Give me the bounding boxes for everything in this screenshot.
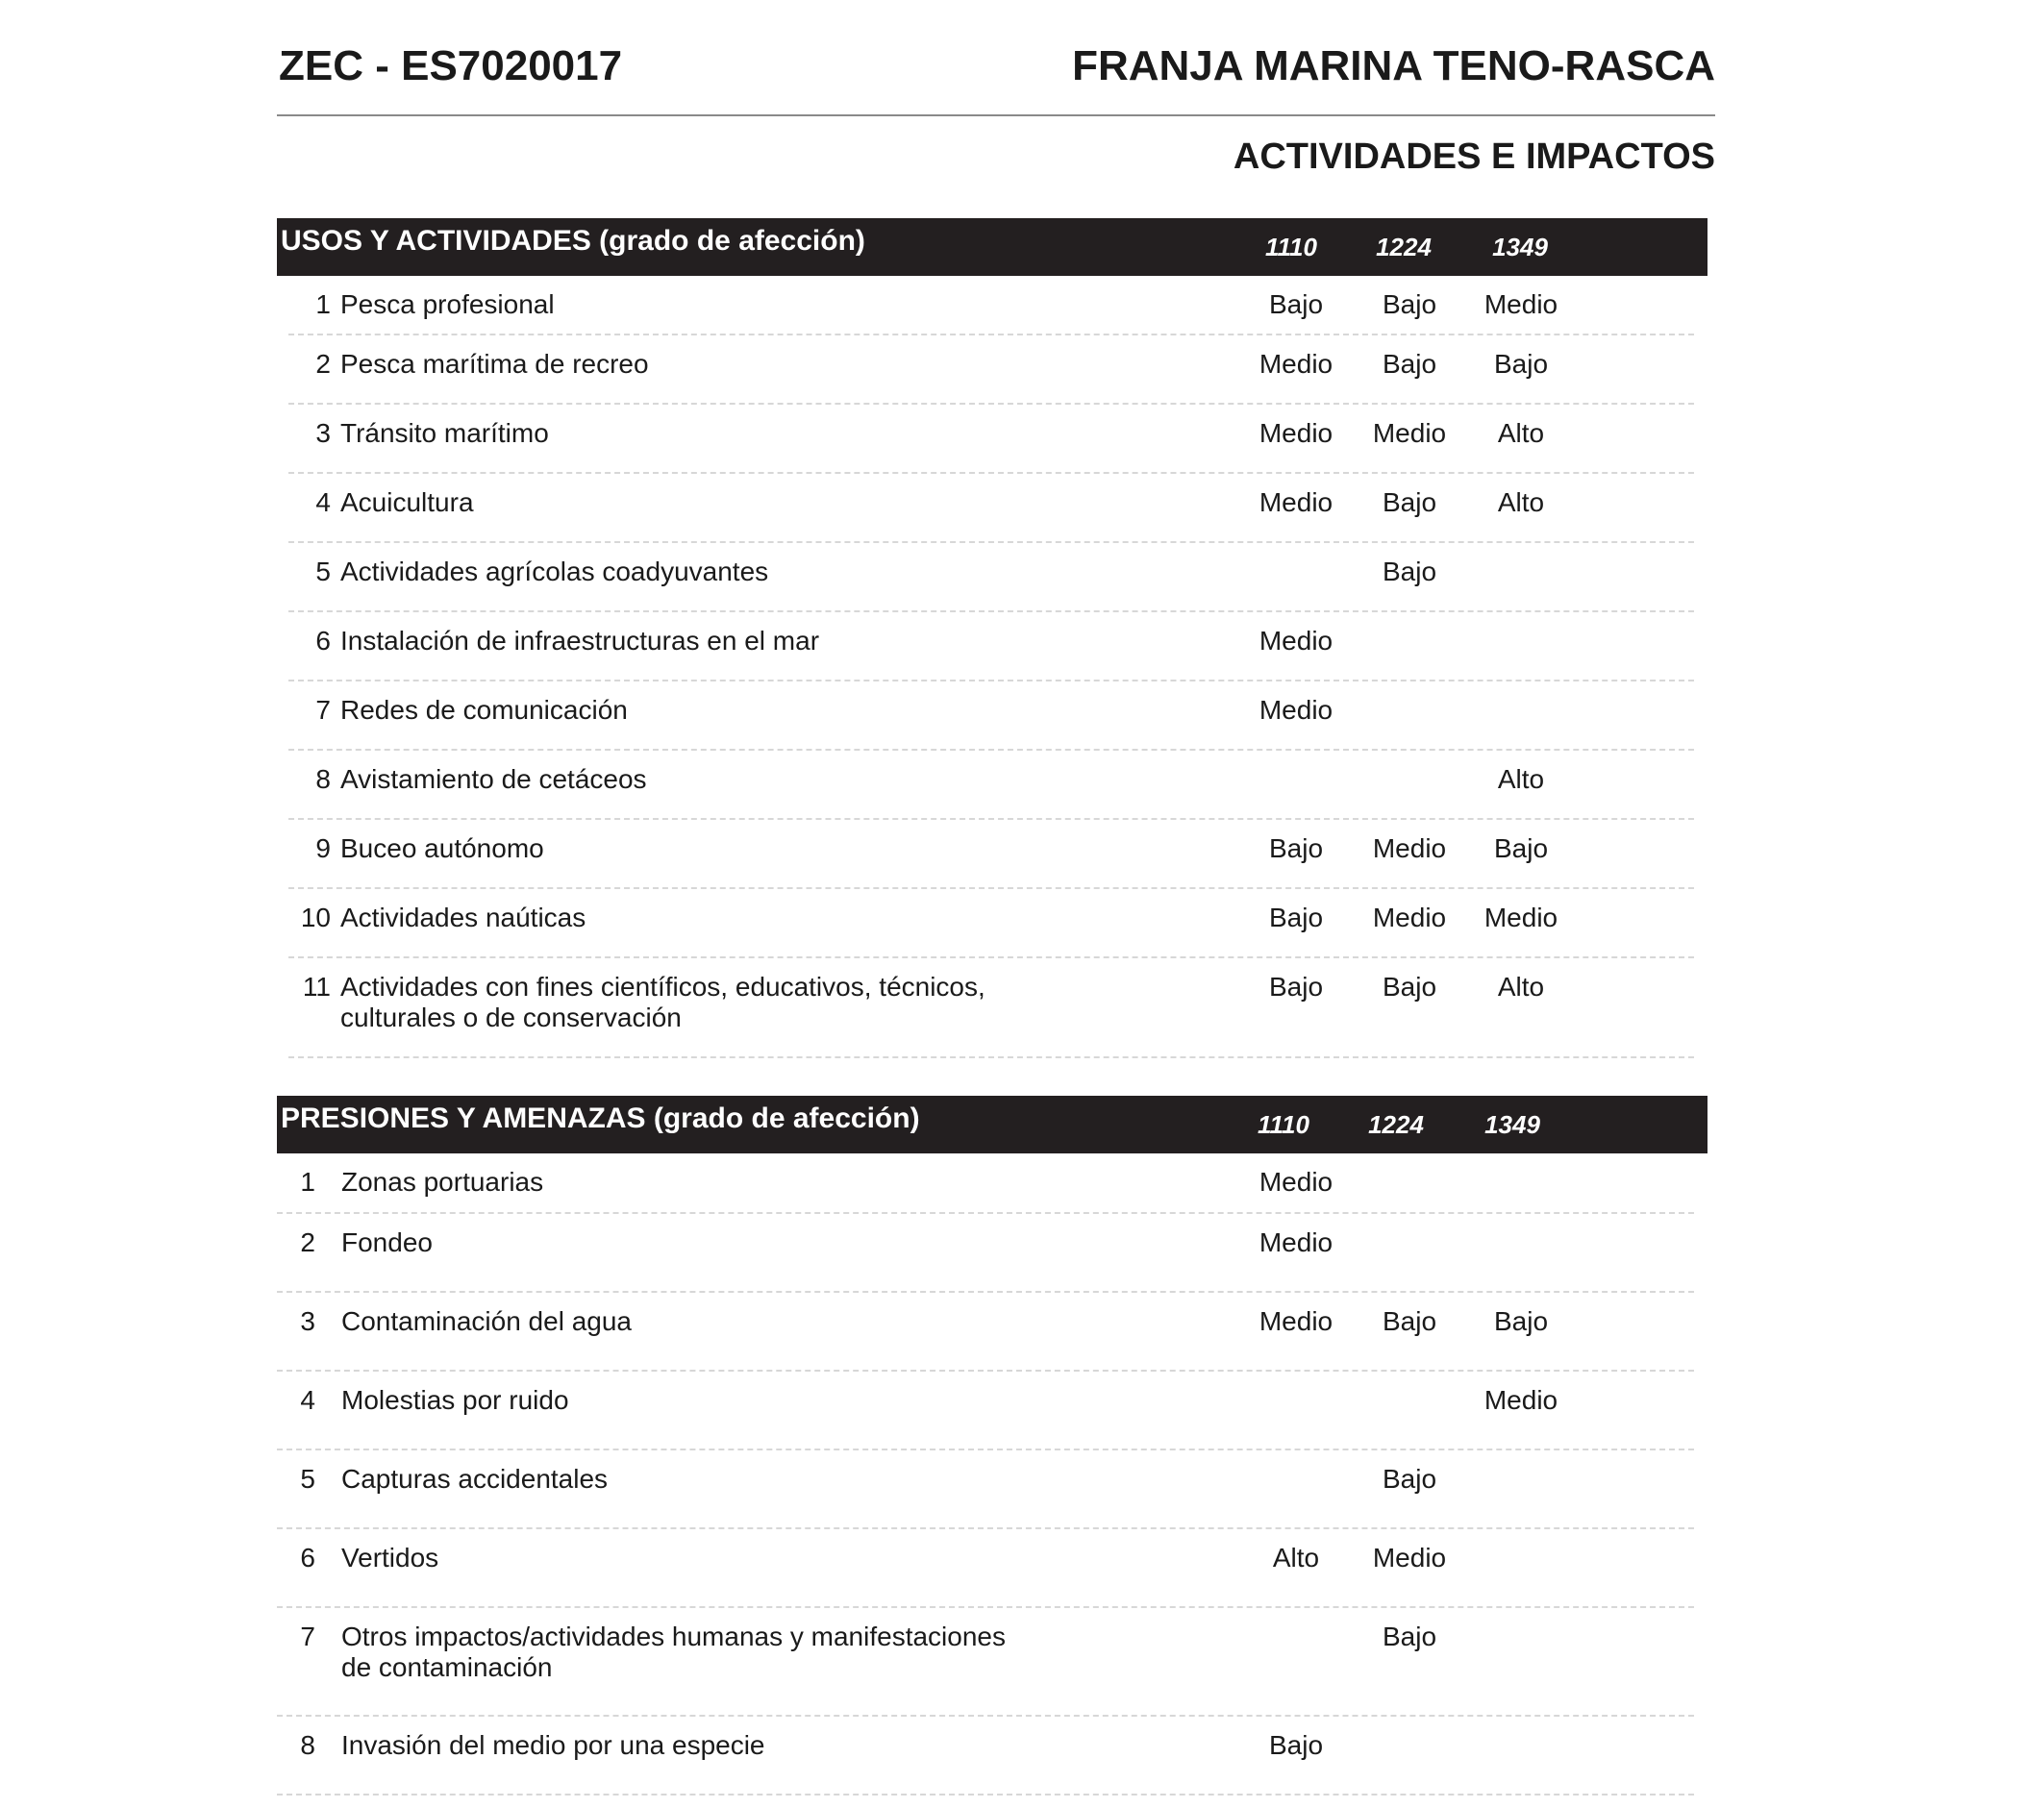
impact-level-1349: Alto — [1497, 764, 1545, 794]
column-header-1224: 1224 — [1376, 233, 1432, 261]
table-row — [288, 276, 1694, 335]
row-number: 5 — [315, 557, 331, 586]
page-subtitle: ACTIVIDADES E IMPACTOS — [1233, 136, 1715, 177]
row-number: 6 — [315, 626, 331, 656]
row-label: Molestias por ruido — [341, 1385, 569, 1415]
row-label: Vertidos — [341, 1543, 439, 1573]
table-row — [288, 751, 1694, 820]
impact-level-1110: Bajo — [1268, 833, 1324, 863]
header-divider — [277, 114, 1715, 116]
row-number: 9 — [315, 833, 331, 863]
row-number: 2 — [315, 349, 331, 379]
impact-level-1224: Medio — [1372, 418, 1447, 448]
row-number: 4 — [300, 1385, 315, 1415]
table-header-bar — [277, 1096, 1707, 1153]
table-row — [288, 474, 1694, 543]
table-row — [277, 1529, 1694, 1608]
impact-level-1110: Medio — [1259, 418, 1334, 448]
row-number: 1 — [300, 1167, 315, 1197]
row-label: Otros impactos/actividades humanas y manifestaciones de contaminación — [341, 1622, 1006, 1682]
column-header-1349: 1349 — [1492, 233, 1548, 261]
impact-level-1224: Medio — [1372, 1543, 1447, 1573]
row-label: Contaminación del agua — [341, 1306, 632, 1336]
impact-level-1224: Bajo — [1382, 557, 1437, 586]
impact-level-1110: Medio — [1259, 1227, 1334, 1257]
row-label: Fondeo — [341, 1227, 433, 1257]
impact-level-1224: Bajo — [1382, 1306, 1437, 1336]
impact-level-1110: Bajo — [1268, 972, 1324, 1002]
row-number: 4 — [315, 487, 331, 517]
table-row — [288, 543, 1694, 612]
row-number: 8 — [300, 1730, 315, 1760]
column-header-1349: 1349 — [1484, 1110, 1540, 1139]
table-row — [288, 889, 1694, 958]
row-number: 8 — [315, 764, 331, 794]
column-header-1110: 1110 — [1265, 233, 1317, 261]
table-row — [288, 820, 1694, 889]
row-label: Invasión del medio por una especie — [341, 1730, 765, 1760]
row-number: 11 — [302, 972, 331, 1002]
row-label: Actividades agrícolas coadyuvantes — [340, 557, 769, 586]
impact-level-1349: Alto — [1497, 418, 1545, 448]
table-row — [277, 1372, 1694, 1450]
row-label: Capturas accidentales — [341, 1464, 609, 1494]
table-body — [277, 276, 1707, 1058]
impact-level-1224: Medio — [1372, 903, 1447, 932]
table-row — [277, 1450, 1694, 1529]
table-row — [288, 612, 1694, 681]
row-label: Redes de comunicación — [340, 695, 628, 725]
impact-level-1349: Medio — [1483, 289, 1558, 319]
impact-level-1349: Bajo — [1493, 833, 1549, 863]
row-number: 7 — [300, 1622, 315, 1651]
table-body — [277, 1153, 1707, 1796]
row-label: Pesca profesional — [340, 289, 555, 319]
row-label: Instalación de infraestructuras en el mar — [340, 626, 820, 656]
table-row — [277, 1214, 1694, 1293]
table-title: USOS Y ACTIVIDADES (grado de afección) — [281, 225, 865, 257]
table-header-bar — [277, 218, 1707, 276]
table-row — [277, 1608, 1694, 1717]
impact-level-1110: Alto — [1272, 1543, 1320, 1573]
row-number: 6 — [300, 1543, 315, 1573]
impact-level-1110: Medio — [1259, 1306, 1334, 1336]
row-number: 10 — [300, 903, 331, 932]
row-label: Pesca marítima de recreo — [340, 349, 649, 379]
row-label: Buceo autónomo — [340, 833, 544, 863]
impact-level-1224: Bajo — [1382, 1622, 1437, 1651]
usos-actividades-table — [277, 218, 1707, 1058]
impact-level-1110: Bajo — [1268, 1730, 1324, 1760]
impact-level-1110: Medio — [1259, 349, 1334, 379]
row-number: 7 — [315, 695, 331, 725]
column-header-1110: 1110 — [1258, 1110, 1309, 1139]
row-number: 3 — [315, 418, 331, 448]
row-label: Acuicultura — [340, 487, 474, 517]
impact-level-1110: Medio — [1259, 1167, 1334, 1197]
table-row — [277, 1717, 1694, 1796]
row-number: 5 — [300, 1464, 315, 1494]
row-label: Actividades con fines científicos, educativos, técnicos, culturales o de conservación — [340, 972, 985, 1032]
impact-level-1110: Medio — [1259, 487, 1334, 517]
column-header-1224: 1224 — [1368, 1110, 1424, 1139]
row-number: 2 — [300, 1227, 315, 1257]
impact-level-1110: Medio — [1259, 695, 1334, 725]
impact-level-1349: Bajo — [1493, 1306, 1549, 1336]
impact-level-1224: Bajo — [1382, 1464, 1437, 1494]
impact-level-1349: Bajo — [1493, 349, 1549, 379]
impact-level-1224: Bajo — [1382, 972, 1437, 1002]
impact-level-1224: Bajo — [1382, 349, 1437, 379]
presiones-amenazas-table — [277, 1096, 1707, 1796]
row-label: Tránsito marítimo — [340, 418, 549, 448]
site-code: ZEC - ES7020017 — [279, 42, 623, 89]
row-label: Zonas portuarias — [341, 1167, 544, 1197]
impact-level-1110: Medio — [1259, 626, 1334, 656]
impact-level-1349: Alto — [1497, 487, 1545, 517]
impact-level-1110: Bajo — [1268, 903, 1324, 932]
impact-level-1349: Alto — [1497, 972, 1545, 1002]
table-row — [288, 335, 1694, 405]
row-label: Avistamiento de cetáceos — [340, 764, 647, 794]
impact-level-1349: Medio — [1483, 1385, 1558, 1415]
table-row — [277, 1153, 1694, 1214]
row-label: Actividades naúticas — [340, 903, 586, 932]
row-number: 3 — [300, 1306, 315, 1336]
impact-level-1224: Bajo — [1382, 487, 1437, 517]
table-title: PRESIONES Y AMENAZAS (grado de afección) — [281, 1102, 920, 1134]
table-row — [288, 405, 1694, 474]
table-row — [277, 1293, 1694, 1372]
impact-level-1224: Bajo — [1382, 289, 1437, 319]
table-row — [288, 958, 1694, 1058]
table-row — [288, 681, 1694, 751]
site-name: FRANJA MARINA TENO-RASCA — [1072, 42, 1715, 89]
row-number: 1 — [315, 289, 331, 319]
impact-level-1224: Medio — [1372, 833, 1447, 863]
impact-level-1349: Medio — [1483, 903, 1558, 932]
impact-level-1110: Bajo — [1268, 289, 1324, 319]
